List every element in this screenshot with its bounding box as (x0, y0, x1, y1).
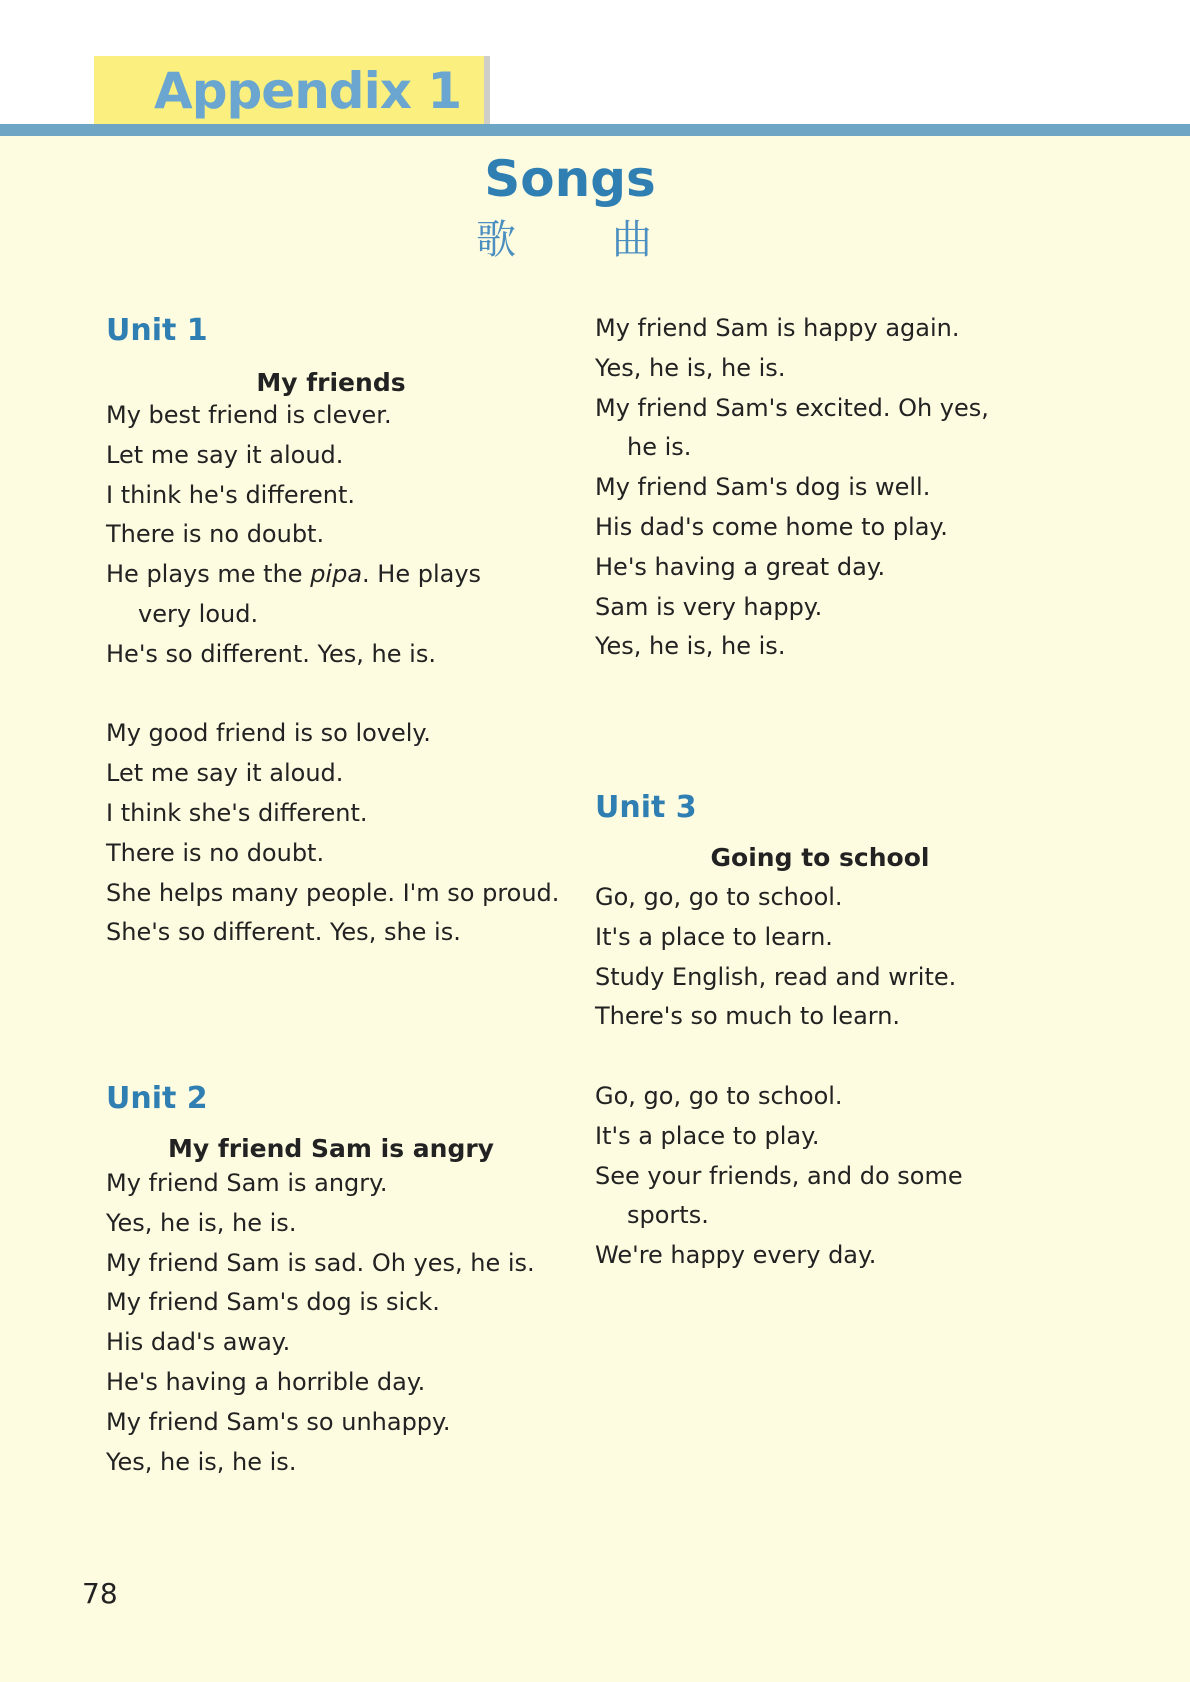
lyric-line: He's having a great day. (595, 552, 886, 581)
unit-heading-2: Unit 2 (106, 1081, 208, 1116)
lyric-line: Let me say it aloud. (106, 440, 344, 469)
lyric-line: My good friend is so lovely. (106, 719, 431, 748)
lyric-line: My friend Sam's dog is sick. (106, 1288, 440, 1317)
lyric-line: My friend Sam's so unhappy. (106, 1407, 451, 1436)
lyric-line: Yes, he is, he is. (106, 1447, 297, 1476)
lyric-line: He's having a horrible day. (106, 1367, 426, 1396)
lyric-text: He plays me the (106, 560, 311, 589)
lyric-line: His dad's come home to play. (595, 512, 948, 541)
page-title-chinese (476, 212, 652, 268)
lyric-line: See your friends, and do some (595, 1161, 963, 1190)
lyric-line: I think he's different. (106, 480, 355, 509)
lyric-line: My friend Sam's dog is well. (595, 473, 931, 502)
unit-heading-3: Unit 3 (595, 790, 697, 825)
lyric-line: There's so much to learn. (595, 1002, 901, 1031)
appendix-label: Appendix 1 (154, 62, 462, 120)
lyric-line: sports. (627, 1201, 709, 1230)
lyric-line: There is no doubt. (106, 838, 325, 867)
lyric-line: Go, go, go to school. (595, 1081, 843, 1110)
lyric-line: very loud. (138, 599, 259, 628)
lyric-line: Study English, read and write. (595, 962, 957, 991)
lyric-line: It's a place to learn. (595, 922, 833, 951)
lyric-line: he is. (627, 433, 692, 462)
lyric-line: Yes, he is, he is. (595, 632, 786, 661)
lyric-line: My friend Sam is sad. Oh yes, he is. (106, 1248, 535, 1277)
unit-heading-1: Unit 1 (106, 313, 208, 348)
song-lyrics-2-continued (595, 309, 989, 667)
lyric-line: Sam is very happy. (595, 592, 823, 621)
lyric-line: My friend Sam is angry. (106, 1169, 388, 1197)
lyric-line: She's so different. Yes, she is. (106, 918, 461, 947)
song-title-2: My friend Sam is angry (168, 1134, 494, 1163)
stanza-break (595, 1037, 963, 1077)
lyric-line: He's so different. Yes, he is. (106, 639, 436, 668)
header-rule (0, 124, 1190, 136)
song-title-1: My friends (256, 368, 406, 397)
lyric-line: Yes, he is, he is. (106, 1208, 297, 1237)
lyric-line: His dad's away. (106, 1328, 291, 1357)
lyric-line: She helps many people. I'm so proud. (106, 878, 560, 907)
lyric-line: Yes, he is, he is. (595, 353, 786, 382)
lyric-line: Go, go, go to school. (595, 883, 843, 911)
song-lyrics-2 (106, 1164, 535, 1482)
page-number: 78 (82, 1577, 118, 1610)
lyric-line: We're happy every day. (595, 1241, 877, 1270)
lyric-line: It's a place to play. (595, 1121, 820, 1150)
song-lyrics-1 (106, 396, 559, 953)
stanza-break (106, 675, 559, 715)
lyric-line: Let me say it aloud. (106, 759, 344, 788)
lyric-line: My best friend is clever. (106, 401, 392, 429)
lyric-line: There is no doubt. (106, 520, 325, 549)
song-title-3: Going to school (710, 843, 930, 872)
page-title-text: Songs (484, 150, 656, 208)
page-title (0, 148, 1140, 210)
lyric-line: My friend Sam is happy again. (595, 314, 960, 342)
lyric-line: My friend Sam's excited. Oh yes, (595, 393, 989, 422)
page-title-chinese-char-1: 歌 (476, 217, 516, 263)
song-lyrics-3 (595, 878, 963, 1276)
lyric-italic-word: pipa (310, 560, 363, 589)
lyric-text: . He plays (362, 560, 482, 589)
lyric-line: I think she's different. (106, 798, 368, 827)
page-title-chinese-char-2: 曲 (612, 217, 652, 263)
lyric-line (106, 555, 559, 595)
